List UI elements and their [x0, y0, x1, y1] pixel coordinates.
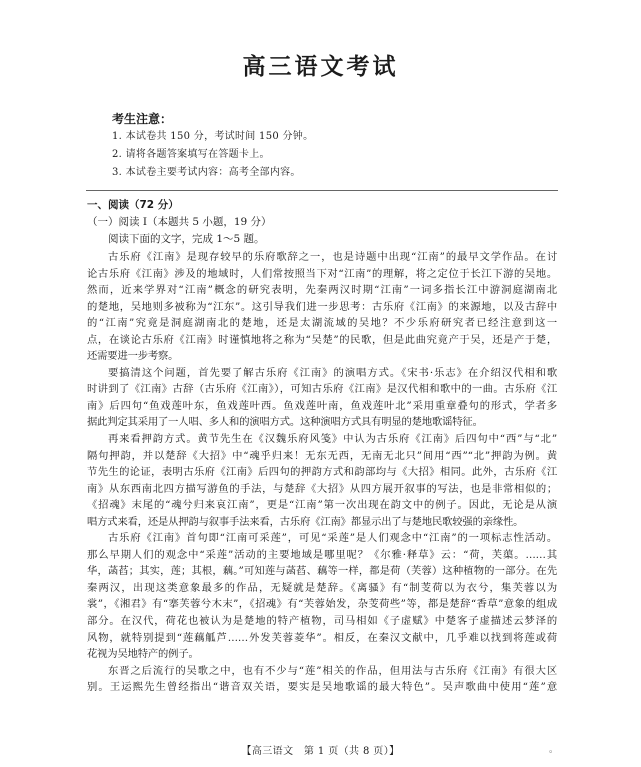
passage-line: 的“江南”究竟是洞庭湖南北的楚地，还是太湖流域的吴地？不少乐府研究者已经注意到这一	[87, 317, 557, 330]
passage-line: 裳”，《湘君》有“搴芙蓉兮木末”，《招魂》有“芙蓉始发，杂芰荷些”等，都是楚辞“香草”意象的组成	[87, 598, 557, 611]
page-footer: 【高三语文 第 1 页（共 8 页）】	[241, 746, 400, 757]
passage-line: 风物，就特别提到“莲藕觚芦……外发芙蓉菱华”。相反，在秦汉文献中，几乎难以找到将莲或荷	[87, 631, 557, 644]
passage-line: 部分。在汉代，荷花也被认为是楚地的特产植物，司马相如《子虚赋》中楚客子虚描述云梦泽的	[87, 615, 557, 628]
passage-line: 的楚地，吴地则多被称为“江东”。这引导我们进一步思考：古乐府《江南》的来源地，以及古辞中	[87, 300, 557, 313]
passage-line: 论古乐府《江南》涉及的地域时，人们常按照当下对“江南”的理解，将之定位于长江下游的吴地。	[87, 267, 557, 280]
divider	[86, 190, 558, 191]
passage-line: 《招魂》末尾的“魂兮归来哀江南”，更是“江南”第一次出现在韵文中的例子。因此，无论是从演	[87, 499, 557, 512]
passage-line: 古乐府《江南》首句即“江南可采莲”，可见“采莲”是人们观念中“江南”的一项标志性活动。	[108, 532, 557, 545]
passage-line: 花视为吴地特产的例子。	[87, 648, 199, 661]
passage-line: 别。王运熙先生曾经指出“谐音双关语，要实是吴地歌谣的最大特色”。吴声歌曲中使用“莲”意	[87, 681, 557, 694]
subsection-heading: （一）阅读 I（本题共 5 小题，19 分）	[87, 216, 272, 228]
passage-line: 再来看押韵方式。黄节先生在《汉魏乐府风笺》中认为古乐府《江南》后四句中“西”与“北”	[108, 433, 557, 446]
passage-line: 南》从东西南北四方描写游鱼的手法，与楚辞《大招》从四方展开叙事的写法，也是非常相似的；	[87, 482, 557, 495]
passage-line: 还需要进一步考察。	[87, 350, 179, 363]
passage-line: 要搞清这个问题，首先要了解古乐府《江南》的演唱方式。《宋书·乐志》在介绍汉代相和歌	[108, 366, 557, 379]
page-title: 高三语文考试	[242, 54, 399, 80]
passage-line: 南》后四句“鱼戏莲叶东，鱼戏莲叶西。鱼戏莲叶南，鱼戏莲叶北”采用重章叠句的形式，学者多	[87, 399, 557, 412]
exam-notice	[112, 110, 572, 182]
passage-line: 秦两汉，出现这类意象最多的作品，无疑就是楚辞。《离骚》有“制芰荷以为衣兮，集芙蓉以为	[87, 581, 557, 594]
reading-passage	[87, 249, 557, 696]
passage-line: 华，菡萏；其实，莲；其根，藕。”可知莲与菡萏、藕等一样，都是荷（芙蓉）这种植物的一部分。在先	[87, 565, 557, 578]
corner-mark: 。	[549, 745, 559, 755]
passage-line: 那么早期人们的观念中“采莲”活动的主要地域是哪里呢？《尔雅·释草》云：“荷，芙蕖。……其	[87, 548, 557, 561]
section-heading: 一、阅读（72 分）	[87, 199, 179, 211]
notice-item: 1. 本试卷共 150 分，考试时间 150 分钟。	[112, 131, 314, 142]
passage-line: 唱方式来看，还是从押韵与叙事手法来看，古乐府《江南》都显示出了与楚地民歌较强的亲缘性。	[87, 515, 524, 528]
passage-line: 点，在谈论古乐府《江南》时谨慎地将之称为“吴楚”的民歌，但是此曲究竟产于吴，还是产于楚，	[87, 333, 557, 346]
passage-line: 东晋之后流行的吴歌之中，也有不少与“莲”相关的作品，但用法与古乐府《江南》有很大区	[108, 664, 557, 677]
reading-instruction: 阅读下面的文字，完成 1～5 题。	[108, 233, 265, 245]
passage-line: 时讲到了《江南》古辞（古乐府《江南》），可知古乐府《江南》是汉代相和歌中的一曲。古乐府《江	[87, 383, 557, 396]
passage-line: 古乐府《江南》是现存较早的乐府歌辞之一，也是诗题中出现“江南”的最早文学作品。在讨	[108, 251, 557, 263]
notice-item: 3. 本试卷主要考试内容：高考全部内容。	[112, 167, 301, 178]
passage-line: 节先生的论证，表明古乐府《江南》后四句的押韵方式和韵部均与《大招》相同。此外，古乐府《江	[87, 466, 557, 479]
notice-item: 2. 请将各题答案填写在答题卡上。	[112, 149, 270, 160]
passage-line: 隔句押韵，并以楚辞《大招》中“魂乎归来！无东无西，无南无北只”间用“西”“北”押韵为例。黄	[87, 449, 557, 462]
notice-title: 考生注意：	[112, 112, 173, 126]
passage-line: 然而，近来学界对“江南”概念的研究表明，先秦两汉时期“江南”一词多指长江中游洞庭湖南北	[87, 284, 557, 297]
passage-line: 据此判定其采用了一人唱、多人和的演唱方式。这种演唱方式具有明显的楚地歌谣特征。	[87, 416, 483, 429]
